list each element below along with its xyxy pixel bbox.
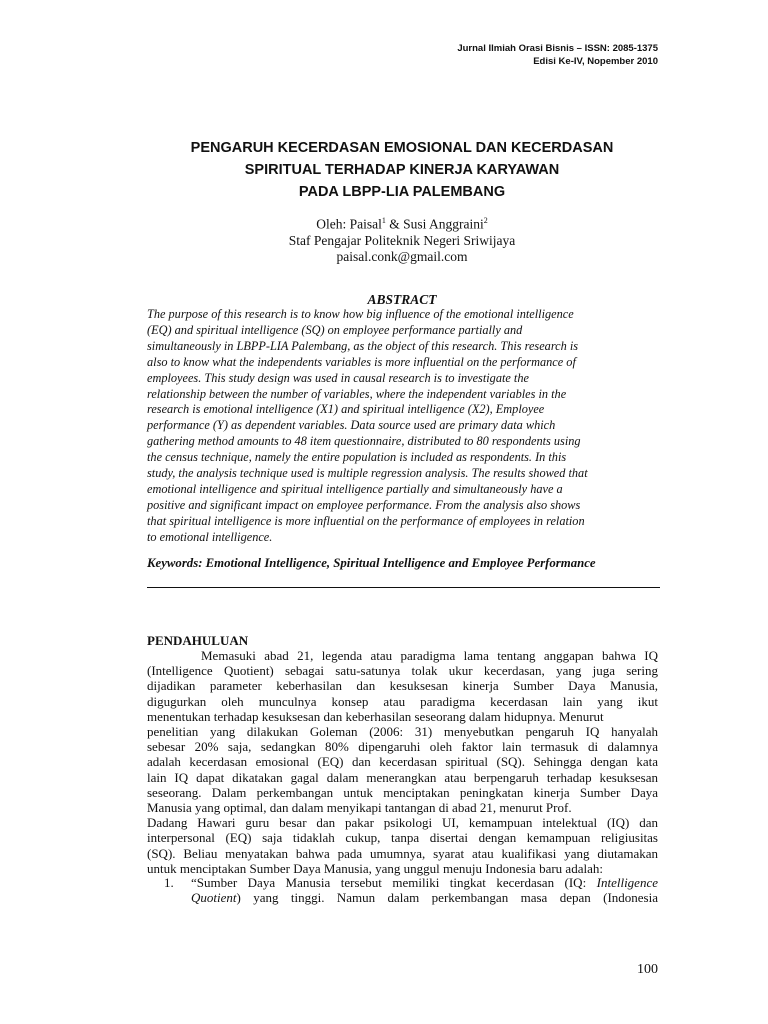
abstract-body xyxy=(147,307,658,546)
body-line: interpersonal (EQ) saja tidaklah cukup, tanpa disertai dengan kemampuan religiusitas xyxy=(147,830,658,846)
list-line-2-italic: Quotient xyxy=(191,890,237,906)
section-heading: PENDAHULUAN xyxy=(147,633,249,648)
section-divider xyxy=(147,587,660,588)
author-sup-1: 1 xyxy=(381,216,386,225)
list-line-1-italic: Intelligence xyxy=(596,875,658,890)
abstract-line: that spiritual intelligence is more influential on the performance of employees in relation xyxy=(147,513,585,528)
abstract-line: research is emotional intelligence (X1) and spiritual intelligence (X2), Employee xyxy=(147,402,545,417)
page-number: 100 xyxy=(637,962,658,977)
abstract-line: simultaneously in LBPP-LIA Palembang, as the object of this research. This research is xyxy=(147,338,579,353)
body-line: penelitian yang dilakukan Goleman (2006: 31) menyebutkan pengaruh IQ hanyalah xyxy=(147,724,658,740)
title-line-2: SPIRITUAL TERHADAP KINERJA KARYAWAN xyxy=(244,162,560,178)
list-marker: 1. xyxy=(164,875,174,890)
author-email: paisal.conk@gmail.com xyxy=(336,248,468,264)
title-line-1: PENGARUH KECERDASAN EMOSIONAL DAN KECERDASAN xyxy=(190,140,614,156)
abstract-line: study, the analysis technique used is multiple regression analysis. The results showed that xyxy=(147,466,588,481)
abstract-line: The purpose of this research is to know how big influence of the emotional intelligence xyxy=(147,307,574,321)
list-line-2-text: ) yang tinggi. Namun dalam perkembangan masa depan (Indonesia xyxy=(236,890,658,906)
journal-name-issn: Jurnal Ilmiah Orasi Bisnis – ISSN: 2085-1375 xyxy=(457,43,658,54)
body-line: seseorang. Dalam perkembangan untuk menciptakan peningkatan kinerja Sumber Daya xyxy=(147,784,658,800)
author-affiliation: Staf Pengajar Politeknik Negeri Sriwijaya xyxy=(288,232,516,248)
abstract-line: (EQ) and spiritual intelligence (SQ) on employee performance partially and xyxy=(147,322,523,337)
body-line: digugurkan oleh munculnya konsep atau paradigma kecerdasan lain yang ikut xyxy=(147,693,658,709)
abstract-line: relationship between the number of variables, where the independent variables in the xyxy=(147,386,567,401)
author-sup-2: 2 xyxy=(483,216,488,225)
author-second: & Susi Anggraini xyxy=(385,216,484,232)
abstract-line: employees. This study design was used in causal research is to investigate the xyxy=(147,370,529,385)
author-names xyxy=(100,213,704,233)
body-line: (Intelligence Quotient) sebagai satu-satunya tolak ukur kecerdasan, yang juga sering xyxy=(147,663,658,679)
body-line: Memasuki abad 21, legenda atau paradigma lama tentang anggapan bahwa IQ xyxy=(201,648,658,663)
journal-header xyxy=(457,42,658,68)
body-line: dijadikan parameter keberhasilan dan kesuksesan kinerja Sumber Daya Manusia, xyxy=(147,678,658,694)
journal-edition: Edisi Ke-IV, Nopember 2010 xyxy=(533,56,658,67)
body-line: untuk menciptakan Sumber Daya Manusia, yang unggul menuju Indonesia baru adalah: xyxy=(147,860,603,876)
body-line: (SQ). Beliau menyatakan bahwa pada umumnya, syarat atau kualifikasi yang diutamakan xyxy=(147,845,658,861)
abstract-line: the census technique, namely the entire population is included as respondents. In this xyxy=(147,450,567,465)
abstract-heading: ABSTRACT xyxy=(367,292,437,307)
author-prefix: Oleh: Paisal xyxy=(316,216,382,232)
author-block xyxy=(100,213,704,265)
list-line-1 xyxy=(191,875,658,890)
abstract-line: emotional intelligence and spiritual intelligence partially and simultaneously have a xyxy=(147,481,563,496)
keywords: Keywords: Emotional Intelligence, Spiritual Intelligence and Employee Performance xyxy=(147,556,596,570)
body-line: adalah kecerdasan emosional (EQ) dan kecerdasan spiritual (SQ). Sehingga dengan kata xyxy=(147,754,658,770)
abstract-line: gathering method amounts to 48 item questionnaire, distributed to 80 respondents using xyxy=(147,434,581,449)
body-paragraph xyxy=(147,648,658,876)
list-line-1-text: “Sumber Daya Manusia tersebut memiliki tingkat kecerdasan (IQ: xyxy=(191,875,597,890)
body-line: lain IQ dapat dikatakan gagal dalam menerangkan atau berpengaruh terhadap kesuksesan xyxy=(147,769,658,785)
body-line: sebesar 20% saja, sedangkan 80% dipengaruhi oleh faktor lain termasuk di dalamnya xyxy=(147,739,658,755)
title-line-3: PADA LBPP-LIA PALEMBANG xyxy=(298,184,506,200)
list-line-2 xyxy=(191,890,658,905)
abstract-line: to emotional intelligence. xyxy=(147,529,273,544)
body-line: menentukan terhadap kesuksesan dan keberhasilan seseorang dalam hidupnya. Menurut xyxy=(147,708,604,724)
abstract-line: also to know what the independents variables is more influential on the performance of xyxy=(147,354,576,369)
abstract-line: performance (Y) as dependent variables. Data source used are primary data which xyxy=(147,418,556,433)
body-line: Manusia yang optimal, dan dalam menyikapi tantangan di abad 21, menurut Prof. xyxy=(147,800,572,816)
list-item-text xyxy=(191,875,658,905)
paper-title xyxy=(100,137,704,203)
abstract-line: positive and significant impact on employee performance. From the analysis also shows xyxy=(147,497,581,512)
body-line: Dadang Hawari guru besar dan pakar psikologi UI, kemampuan intelektual (IQ) dan xyxy=(147,815,658,831)
